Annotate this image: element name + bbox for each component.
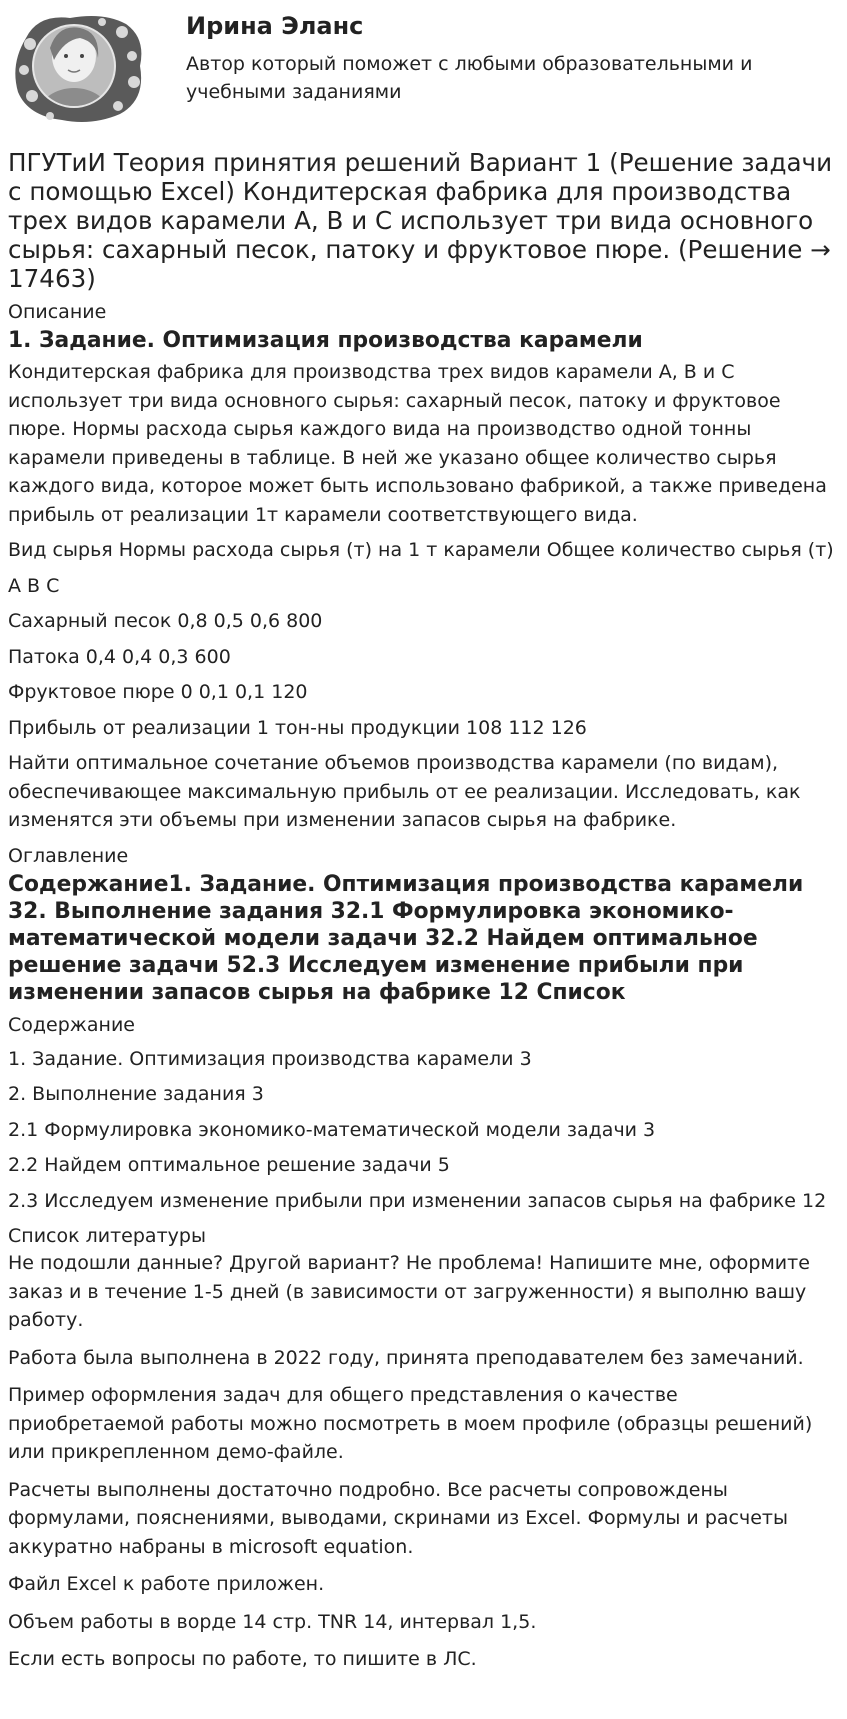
main-content [8, 148, 840, 1674]
order-paragraph: Не подошли данные? Другой вариант? Не проблема! Напишите мне, оформите заказ и в течение 1-5 дней (в зависимости от загруженности) я выполню вашу работу. [8, 1252, 810, 1331]
contents-item: 2. Выполнение задания 3 [8, 1083, 264, 1105]
toc-label: Оглавление [8, 844, 129, 867]
completion-paragraph: Работа была выполнена в 2022 году, принята преподавателем без замечаний. [8, 1346, 804, 1369]
table-header-line: Вид сырья Нормы расхода сырья (т) на 1 т карамели Общее количество сырья (т) [8, 539, 834, 561]
table-columns-line: A B C [8, 574, 60, 597]
literature-label: Список литературы [8, 1225, 206, 1247]
table-row-sugar: Сахарный песок 0,8 0,5 0,6 800 [8, 610, 323, 632]
author-name[interactable]: Ирина Эланс [186, 12, 364, 40]
excel-file-paragraph: Файл Excel к работе приложен. [8, 1573, 325, 1595]
table-row-puree: Фруктовое пюре 0 0,1 0,1 120 [8, 681, 308, 703]
table-row-profit: Прибыль от реализации 1 тон-ны продукции 108 112 126 [8, 716, 587, 739]
author-card [0, 0, 847, 130]
contents-item: 2.3 Исследуем изменение прибыли при изменении запасов сырья на фабрике 12 [8, 1189, 827, 1212]
contents-item: 2.2 Найдем оптимальное решение задачи 5 [8, 1154, 450, 1176]
description-label: Описание [8, 301, 107, 323]
author-avatar[interactable] [8, 8, 150, 126]
example-paragraph: Пример оформления задач для общего представления о качестве приобретаемой работы можно посмотреть в моем профиле (образцы решений) или прикрепленном демо-файле. [8, 1384, 813, 1463]
questions-paragraph: Если есть вопросы по работе, то пишите в ЛС. [8, 1648, 477, 1670]
toc-heading: Содержание1. Задание. Оптимизация производства карамели 32. Выполнение задания 32.1 Формулировка экономико-математической модели задачи 32.2 Найдем оптимальное решение задачи 52.3 Исследуем изменение прибыли при изменении запасов сырья на фабрике 12 Список [8, 871, 804, 1005]
task-paragraph: Кондитерская фабрика для производства трех видов карамели A, B и C использует три вида основного сырья: сахарный песок, патоку и фруктовое пюре. Нормы расхода сырья каждого вида на производство одной тонны карамели приведены в таблице. В ней же указано общее количество сырья каждого вида, которое может быть использовано фабрикой, а также приведена прибыль от реализации 1т карамели соответствующего вида. [8, 361, 827, 526]
calculations-paragraph: Расчеты выполнены достаточно подробно. Все расчеты сопровождены формулами, пояснениями, выводами, скринами из Excel. Формулы и расчеты аккуратно набраны в microsoft equation. [8, 1478, 788, 1558]
contents-item: 1. Задание. Оптимизация производства карамели 3 [8, 1047, 532, 1070]
author-description: Автор который поможет с любыми образовательными и учебными заданиями [186, 53, 753, 103]
contents-item: 2.1 Формулировка экономико-математической модели задачи 3 [8, 1118, 656, 1141]
volume-paragraph: Объем работы в ворде 14 стр. TNR 14, интервал 1,5. [8, 1610, 537, 1633]
table-row-molasses: Патока 0,4 0,4 0,3 600 [8, 645, 231, 668]
task-heading: 1. Задание. Оптимизация производства карамели [8, 328, 643, 353]
contents-label: Содержание [8, 1013, 135, 1036]
task-goal-paragraph: Найти оптимальное сочетание объемов производства карамели (по видам), обеспечивающее максимальную прибыль от ее реализации. Исследовать, как изменятся эти объемы при изменении запасов сырья на фабрике. [8, 752, 801, 831]
work-title: ПГУТиИ Теория принятия решений Вариант 1 (Решение задачи с помощью Excel) Кондитерская фабрика для производства трех видов карамели A, B и C использует три вида основного сырья: сахарный песок, патоку и фруктовое пюре. (Решение → 17463) [8, 148, 833, 293]
